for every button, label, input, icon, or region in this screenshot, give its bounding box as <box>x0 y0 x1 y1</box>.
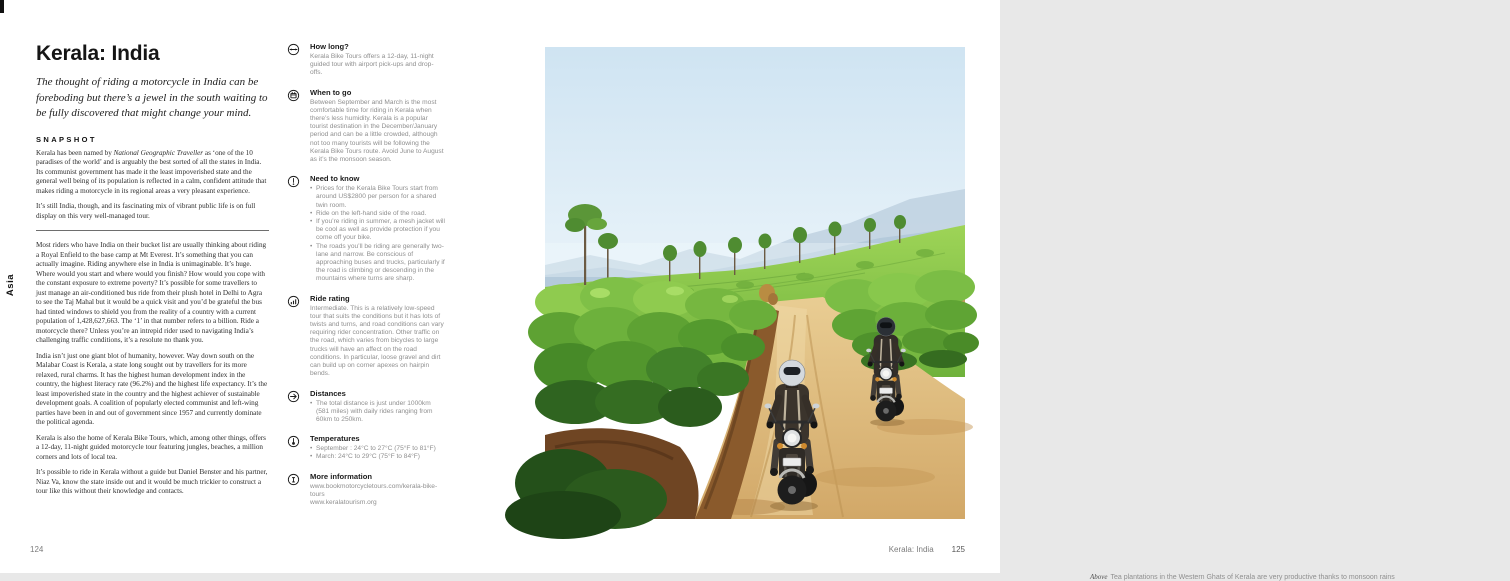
ride-rating-icon <box>287 295 302 382</box>
body-paragraph: India isn’t just one giant blot of humanity, however. Way down south on the Malabar Coast is Kerala, a state long sought out by travellers for its more relaxed, rural charms. It has the highest human development index in the country, the highest literacy rate (96.2%) and the highest life expectancy. It’s the least impoverished state in the country and the highest achiever of sustainable development goals. A coalition of popularly elected communist and left-wing parties have been in and out of government since 1957 and currently dominate the political agenda. <box>36 351 268 426</box>
distance-icon <box>287 390 302 428</box>
info-heading: Temperatures <box>310 434 360 444</box>
body-paragraph: Most riders who have India on their bucket list are usually thinking about riding a Royal Enfield to the base camp at Mt Everest. It’s something that you can actually imagine. Riding anywhere else in India is unimaginable. It’s huge. Where would you start and where would you finish? How would you cope with the constant exposure to extreme poverty? It’s possible for some travellers to just manage an air-conditioned bus ride from their plush hotel in Delhi to Agra to see the Taj Mahal but it would be a quick visit and you’d be grateful the bus had tinted windows to shield you from the reality of a country with a current population of 1,428,627,663. The ‘1’ in that number refers to a billion. Ride a motorcycle there? Unless you’re an intrepid rider used to navigating India’s challenging traffic conditions, it’s a resolute no thank you. <box>36 241 267 344</box>
snapshot-paragraph: Kerala has been named by National Geographic Traveller as ‘one of the 10 paradises of the world’ and is arguably the best sorted of all the states in India. Its communist government has made it the least impoverished state and the general well being of its population is reflected in a calm, confident attitude that makes riding a motorcycle in its regional areas a very pleasant experience. <box>36 148 267 195</box>
info-bullet-item: • If you’re riding in summer, a mesh jacket will be cool as well as provide protection if you come off your bike. <box>310 218 445 242</box>
duration-icon <box>287 43 302 81</box>
more-info-link[interactable]: www.bookmotorcycletours.com/kerala-bike-tours <box>310 482 438 498</box>
temperature-icon <box>287 435 302 464</box>
article-intro: The thought of riding a motorcycle in India can be foreboding but there’s a jewel in the south waiting to be fully discovered that might change your mind. <box>36 76 268 119</box>
info-icon <box>287 473 302 508</box>
info-bullet-item: • Ride on the left-hand side of the road. <box>310 209 427 217</box>
info-heading: When to go <box>310 87 352 97</box>
info-heading: More information <box>310 471 373 481</box>
article-column <box>36 42 269 503</box>
info-bullet-item: • March: 24°C to 29°C (75°F to 84°F) <box>310 453 420 461</box>
info-heading: Distances <box>310 388 346 398</box>
page-footer-right <box>889 545 965 554</box>
info-bullet-list <box>310 400 445 425</box>
page-title: Kerala: India <box>36 42 160 65</box>
article-body <box>36 241 269 497</box>
info-section-how-long <box>287 42 445 81</box>
running-header: Kerala: India <box>888 545 934 554</box>
info-body-text: Kerala Bike Tours offers a 12-day, 11-night guided tour with airport pick-ups and drop-offs. <box>310 53 434 77</box>
info-bullet-item: • Prices for the Kerala Bike Tours start from around US$2800 per person for a shared twin room. <box>310 185 438 209</box>
info-bullet-item: • September : 24°C to 27°C (75°F to 81°F) <box>310 445 436 453</box>
calendar-icon <box>287 89 302 168</box>
section-divider <box>36 230 269 231</box>
info-bullet-item: • The total distance is just under 1000km (581 miles) with daily rides ranging from 60km to 250km. <box>310 399 433 423</box>
info-section-need-to-know <box>287 174 445 286</box>
alert-icon <box>287 175 302 286</box>
info-section-when-to-go <box>287 88 445 168</box>
info-bullet-item: • The roads you’ll be riding are generally two-lane and narrow. Be conscious of approaching buses and trucks, particularly if the road is climbing or descending in the mountains where turns are sharp. <box>310 242 445 283</box>
page-corner-mark <box>0 0 4 13</box>
info-section-more-information <box>287 472 445 508</box>
info-section-ride-rating <box>287 294 445 382</box>
info-heading: Need to know <box>310 174 360 184</box>
photo-caption <box>1090 573 1510 581</box>
body-paragraph: Kerala is also the home of Kerala Bike Tours, which, among other things, offers a 12-day, 11-night guided motorcycle tour featuring jungles, beaches, a million corners and lots of local tea. <box>36 433 266 461</box>
snapshot-paragraph: It’s still India, though, and its fascinating mix of vibrant public life is on full display on this very well-managed tour. <box>36 202 256 220</box>
snapshot-paragraphs <box>36 149 269 222</box>
section-tab-asia: Asia <box>5 274 16 297</box>
page-number-right: 125 <box>951 545 965 554</box>
photo-illustration <box>545 47 965 519</box>
info-heading: How long? <box>310 42 349 51</box>
caption-label: Above <box>1090 573 1108 581</box>
page-number-left: 124 <box>30 545 44 554</box>
info-heading: Ride rating <box>310 293 350 303</box>
info-bullet-list <box>310 185 445 283</box>
info-section-distances <box>287 389 445 428</box>
info-body-text: Intermediate. This is a relatively low-speed tour that suits the conditions but it has lots of twists and turns, and road conditions can vary requiring rider concentration. Other traffic on the road, which varies from bicycles to large trucks will have an affect on the road conditions. In particular, loose gravel and dirt can build up on corner apexes on hairpin bends. <box>310 304 444 378</box>
snapshot-heading: SNAPSHOT <box>36 134 97 144</box>
more-info-link[interactable]: www.keralatourism.org <box>310 499 377 507</box>
info-column <box>287 42 445 515</box>
caption-text: Tea plantations in the Western Ghats of Kerala are very productive thanks to monsoon rains <box>1110 574 1395 581</box>
info-body-text: Between September and March is the most comfortable time for riding in Kerala when there’s less humidity. Kerala is a popular tourist destination in the December/January period and can be a little crowded, although not too many tourists will be following the Kerala Bike Tours route. Avoid June to August as it’s the monsoon season. <box>310 98 444 164</box>
info-bullet-list <box>310 445 445 461</box>
info-section-temperatures <box>287 434 445 464</box>
body-paragraph: It’s possible to ride in Kerala without a guide but Daniel Benster and his partner, Niaz Va, know the state inside out and it would be much trickier to construct a tour like this without their knowledge and contacts. <box>36 468 268 495</box>
